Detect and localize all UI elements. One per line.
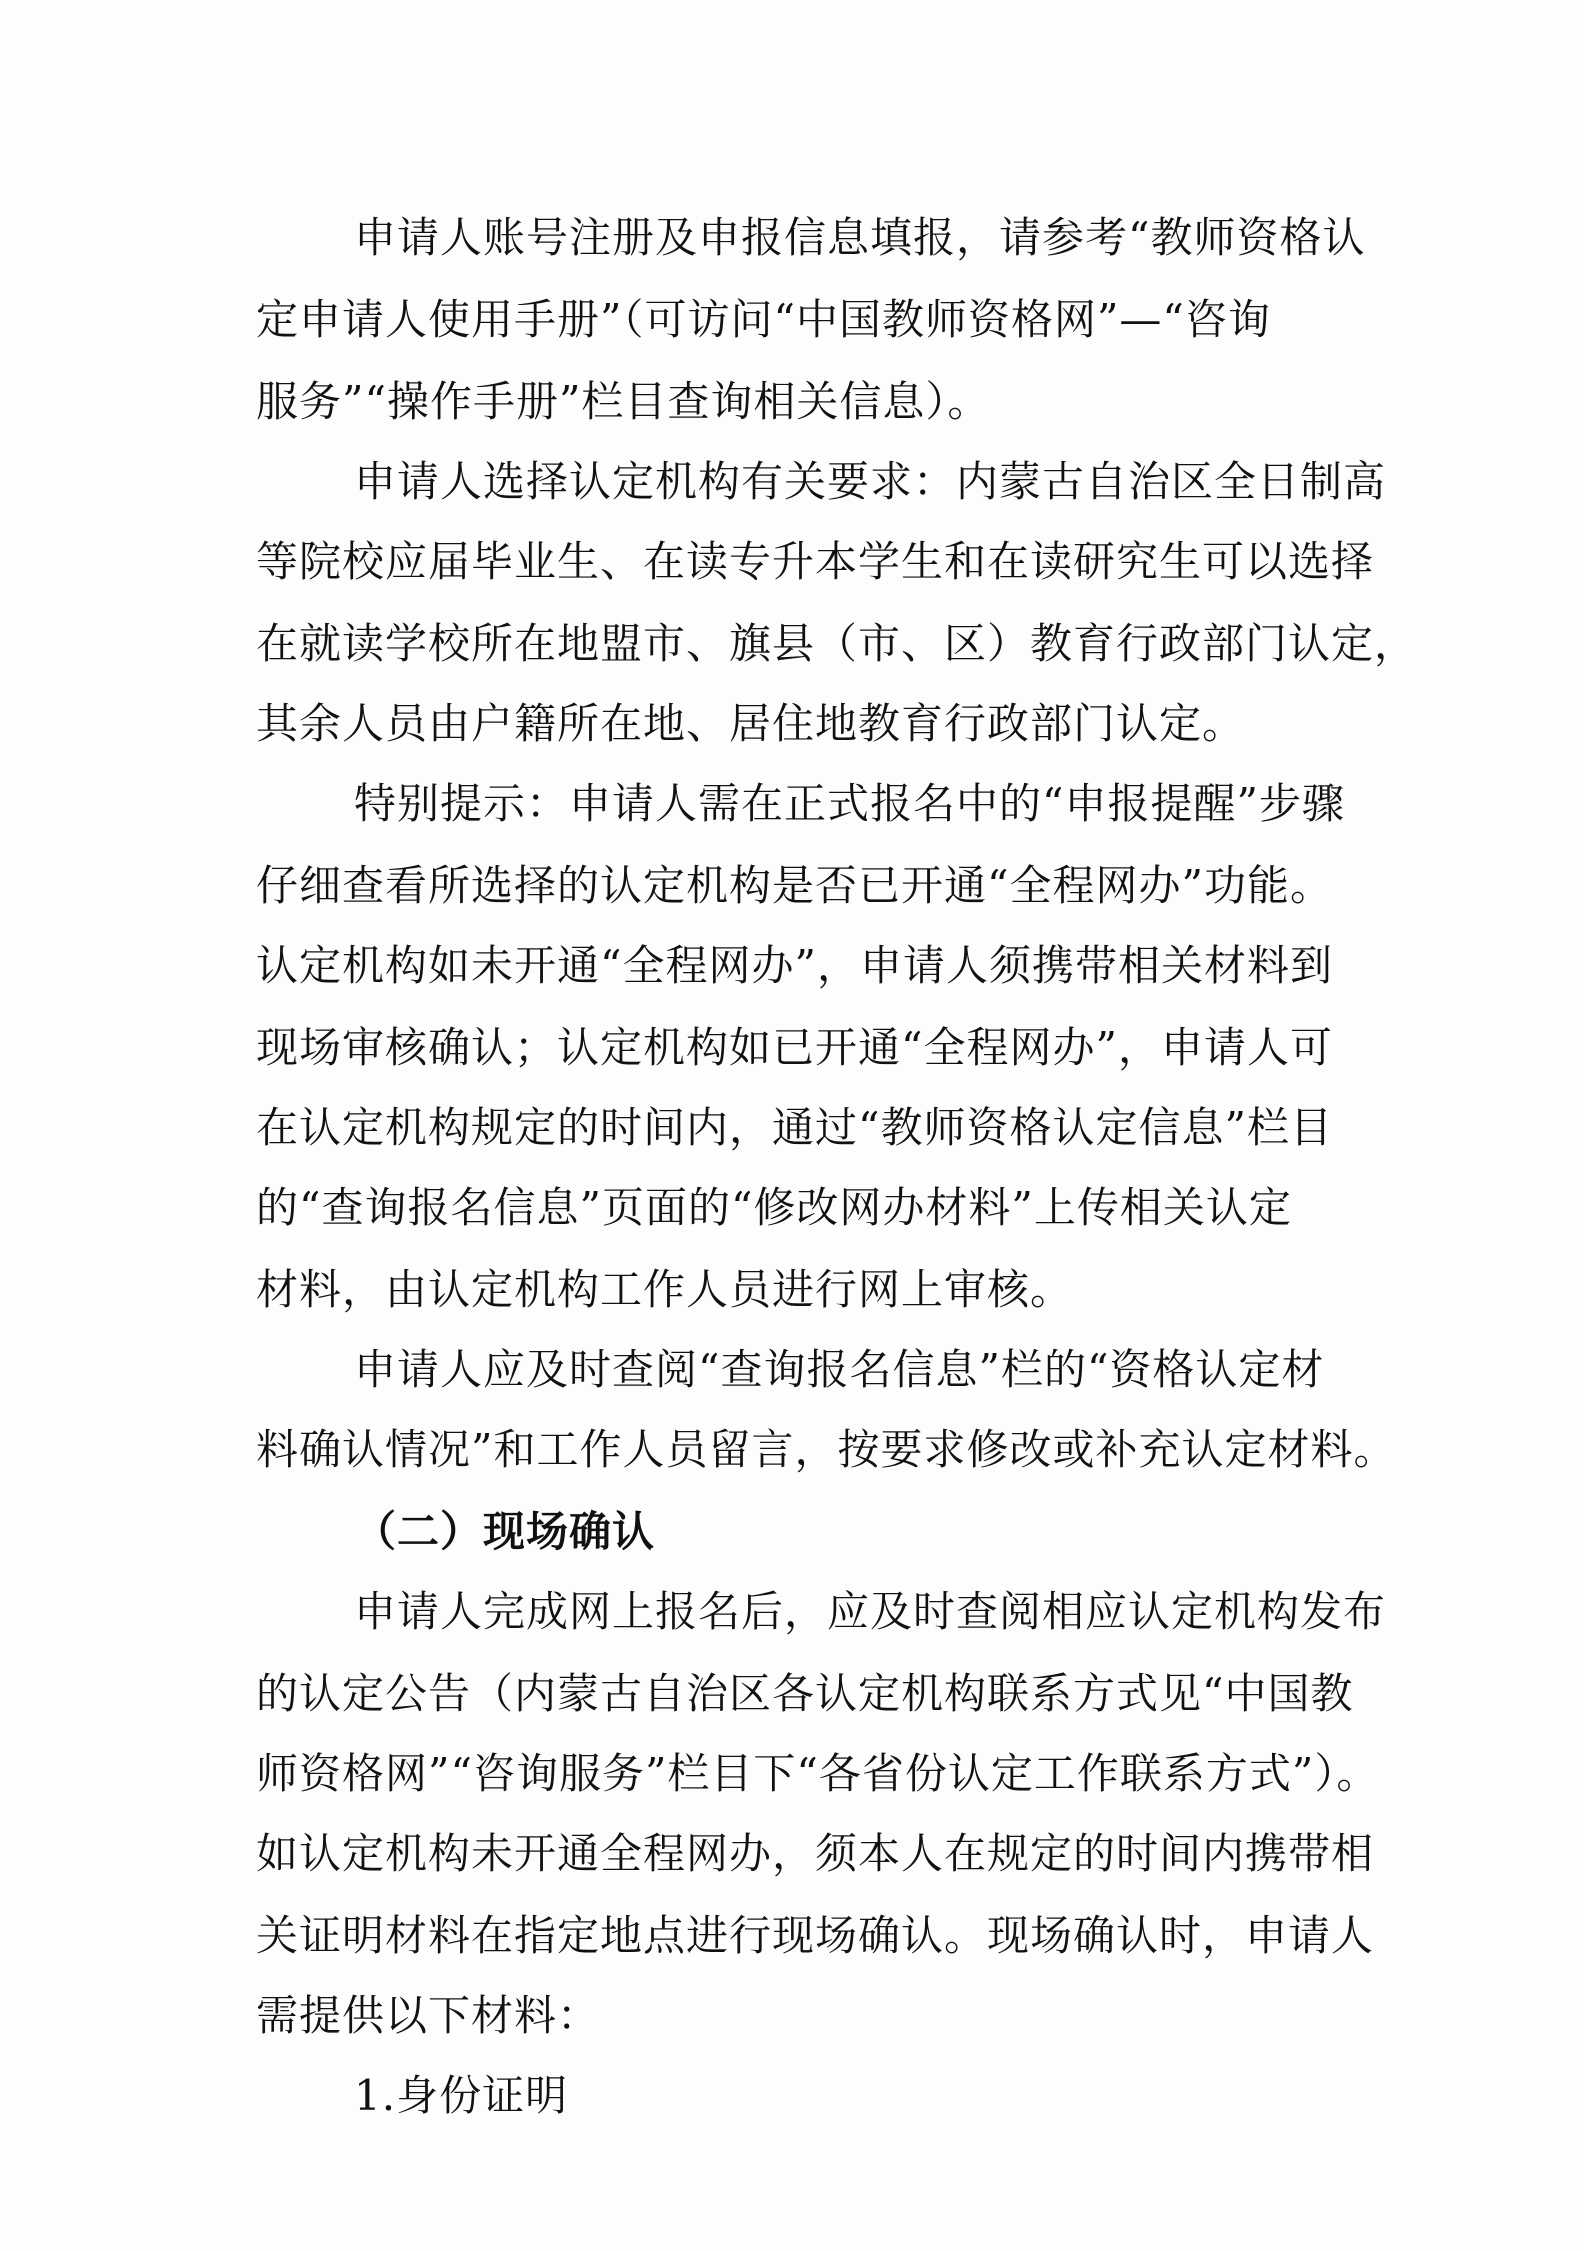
text-line: 在就读学校所在地盟市、旗县（市、区）教育行政部门认定， xyxy=(256,619,1418,668)
text-line: 需提供以下材料： xyxy=(256,1991,601,2040)
text-line: 申请人选择认定机构有关要求：内蒙古自治区全日制高 xyxy=(354,457,1387,506)
text-line: 认定机构如未开通“全程网办”，申请人须携带相关材料到 xyxy=(256,941,1333,990)
text-line: 在认定机构规定的时间内，通过“教师资格认定信息”栏目 xyxy=(256,1103,1333,1152)
text-line: 申请人完成网上报名后，应及时查阅相应认定机构发布 xyxy=(354,1587,1387,1636)
text-line: 如认定机构未开通全程网办，须本人在规定的时间内携带相 xyxy=(256,1829,1375,1878)
text-line: 申请人应及时查阅“查询报名信息”栏的“资格认定材 xyxy=(354,1345,1325,1394)
text-line: 定申请人使用手册”（可访问“中国教师资格网”—“咨询 xyxy=(256,295,1271,344)
text-line: 关证明材料在指定地点进行现场确认。现场确认时，申请人 xyxy=(256,1911,1375,1960)
text-line: 材料，由认定机构工作人员进行网上审核。 xyxy=(256,1265,1074,1314)
text-line: 现场审核确认；认定机构如已开通“全程网办”，申请人可 xyxy=(256,1023,1333,1072)
text-line: 的“查询报名信息”页面的“修改网办材料”上传相关认定 xyxy=(256,1183,1292,1232)
section-heading: （二）现场确认 xyxy=(354,1507,656,1556)
text-line: 其余人员由户籍所在地、居住地教育行政部门认定。 xyxy=(256,699,1246,748)
text-line: 等院校应届毕业生、在读专升本学生和在读研究生可以选择 xyxy=(256,537,1375,586)
text-line: 的认定公告（内蒙古自治区各认定机构联系方式见“中国教 xyxy=(256,1669,1354,1718)
text-line: 仔细查看所选择的认定机构是否已开通“全程网办”功能。 xyxy=(256,861,1333,910)
text-line: 料确认情况”和工作人员留言，按要求修改或补充认定材料。 xyxy=(256,1425,1397,1474)
text-line: 申请人账号注册及申报信息填报，请参考“教师资格认 xyxy=(354,213,1366,262)
text-line: 服务”“操作手册”栏目查询相关信息）。 xyxy=(256,377,991,426)
list-item: 1.身份证明 xyxy=(354,2071,569,2120)
text-line: 师资格网”“咨询服务”栏目下“各省份认定工作联系方式”）。 xyxy=(256,1749,1380,1798)
text-line: 特别提示：申请人需在正式报名中的“申报提醒”步骤 xyxy=(354,779,1345,828)
